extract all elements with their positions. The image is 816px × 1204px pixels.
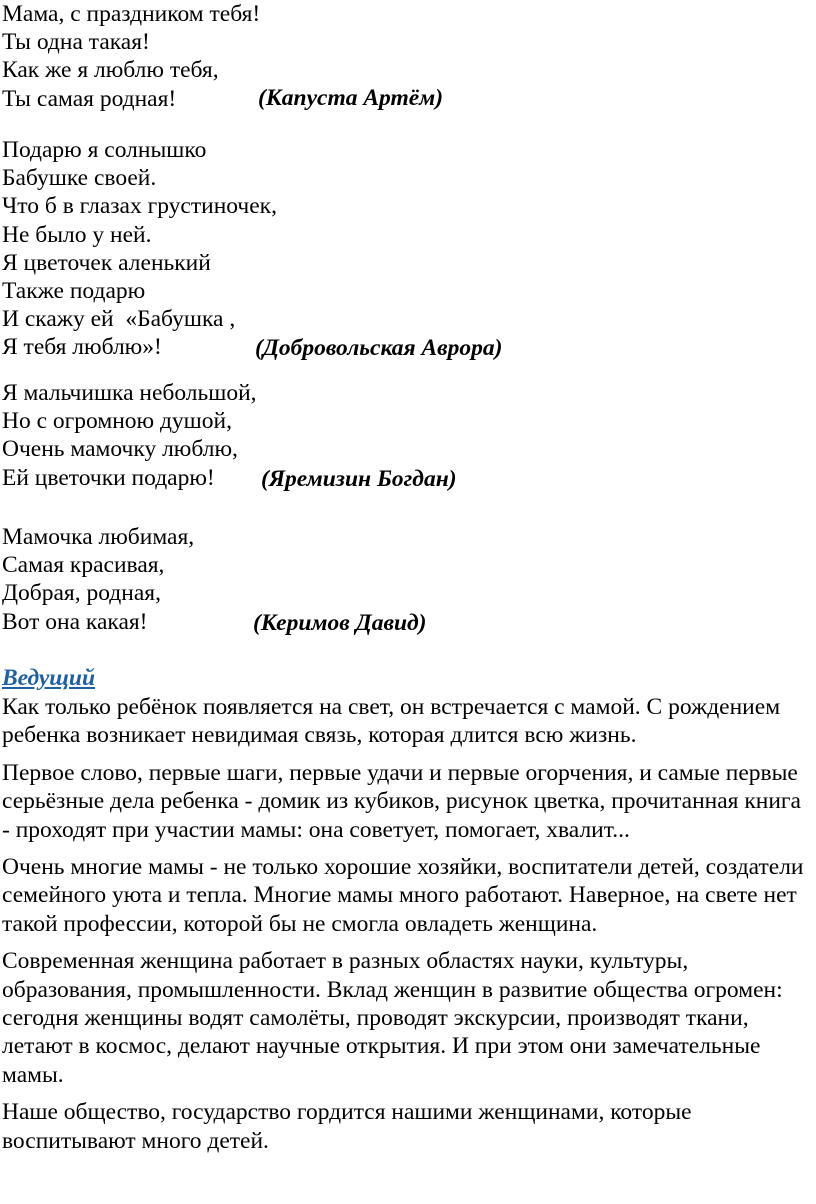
poem-line: Но с огромною душой, xyxy=(2,408,232,435)
poem-line: Мамочка любимая, xyxy=(2,524,195,550)
poem-line: Ей цветочки подарю! xyxy=(2,464,215,491)
poem-line: Бабушке своей. xyxy=(2,165,157,192)
poem-line: Ты самая родная! xyxy=(2,85,177,112)
presenter-heading-link[interactable]: Ведущий xyxy=(2,665,96,691)
presenter-paragraph-5: Наше общество, государство гордится нашими женщинами, которые воспитывают много детей. xyxy=(2,1099,692,1154)
poem-line: Ты одна такая! xyxy=(2,29,150,56)
poem-line: Добрая, родная, xyxy=(2,580,161,607)
poem-line: Мама, с праздником тебя! xyxy=(2,1,261,27)
poem-stanza-4 xyxy=(2,523,814,636)
poem-author: (Капуста Артём) xyxy=(258,85,444,111)
poem-line: Как же я люблю тебя, xyxy=(2,57,219,84)
poem-line: Не было у ней. xyxy=(2,221,152,248)
presenter-paragraph-4: Современная женщина работает в разных областях науки, культуры, образования, промышленности. Вклад женщин в развитие общества огромен: сегодня женщины водят самолёты, проводят экскурсии, производят ткани, летают в космос, делают научные открытия. И при этом они замечательные мамы. xyxy=(2,948,783,1088)
poem-author: (Керимов Давид) xyxy=(253,610,427,636)
poem-line: Вот она какая! xyxy=(2,608,148,635)
poem-stanza-2 xyxy=(2,136,814,362)
poem-line: Я тебя люблю»! xyxy=(2,334,162,361)
poem-stanza-3 xyxy=(2,379,814,492)
poem-line: Подарю я солнышко xyxy=(2,137,207,163)
poem-line: Я мальчишка небольшой, xyxy=(2,380,257,406)
poem-line: Также подарю xyxy=(2,277,146,304)
presenter-section xyxy=(2,693,814,1155)
poem-stanza-1 xyxy=(2,0,814,113)
poem-line: Самая красивая, xyxy=(2,552,165,579)
poem-line: Что б в глазах грустиночек, xyxy=(2,193,277,220)
poem-line: Очень мамочку люблю, xyxy=(2,436,238,463)
poem-author: (Яремизин Богдан) xyxy=(261,466,457,492)
poem-line: И скажу ей «Бабушка , xyxy=(2,306,236,333)
presenter-paragraph-3: Очень многие мамы - не только хорошие хозяйки, воспитатели детей, создатели семейного уюта и тепла. Многие мамы много работают. Наверное, на свете нет такой профессии, которой бы не смогла овладеть женщина. xyxy=(2,854,804,937)
poem-line: Я цветочек аленький xyxy=(2,249,211,276)
presenter-paragraph-1: Как только ребёнок появляется на свет, он встречается с мамой. С рождением ребенка возникает невидимая связь, которая длится всю жизнь. xyxy=(2,694,781,749)
presenter-paragraph-2: Первое слово, первые шаги, первые удачи и первые огорчения, и самые первые серьёзные дела ребенка - домик из кубиков, рисунок цветка, прочитанная книга - проходят при участии мамы: она советует, помогает, хвалит... xyxy=(2,759,801,843)
poem-author: (Добровольская Аврора) xyxy=(255,335,503,361)
